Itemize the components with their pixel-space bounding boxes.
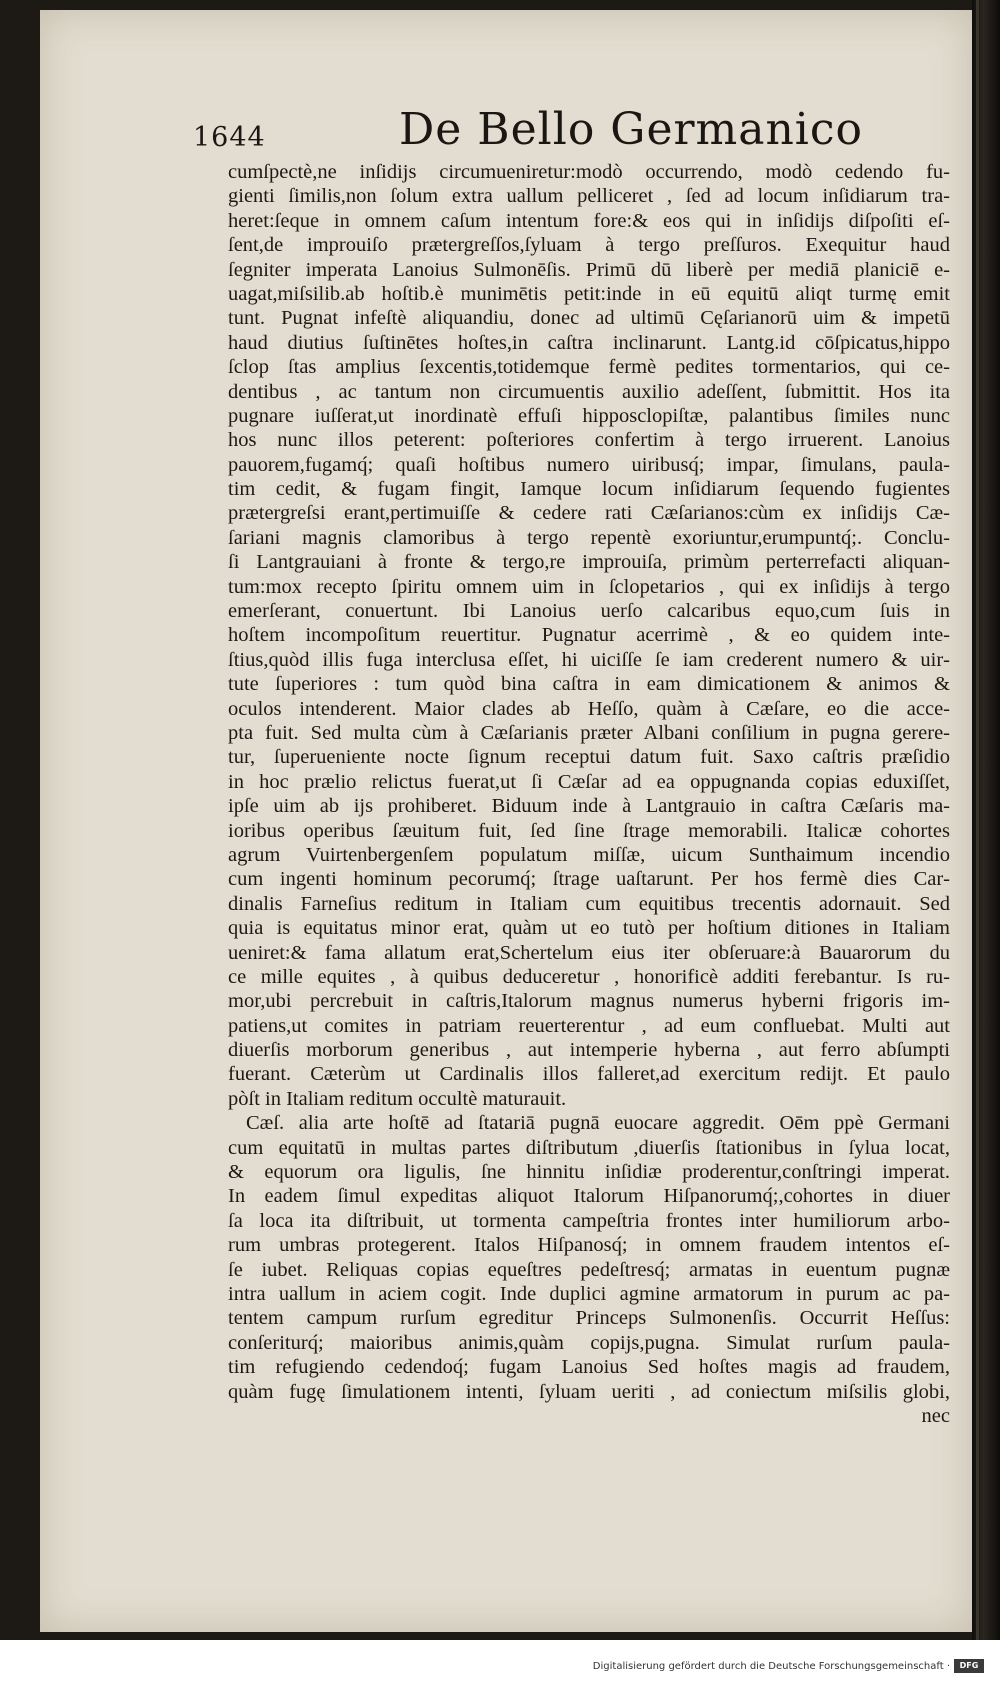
text-line: dinalis Farneſius reditum in Italiam cum equitibus trecentis adornauit. Sed	[228, 892, 950, 915]
catchword: nec	[921, 1404, 950, 1427]
text-line: rum umbras protegerent. Italos Hiſpanosq́; in omnem fraudem intentos eſ‑	[228, 1234, 950, 1257]
text-line: emerſerant, conuertunt. Ibi Lanoius uerſo calcaribus equo,cum ſuis in	[228, 600, 950, 623]
text-line: quia is equitatus minor erat, quàm ut eo tutò per hoſtium ditiones in Italiam	[228, 917, 950, 940]
text-line: ſtius,quòd illis fuga interclusa eſſet, hi uiciſſe ſe iam crederent numero & uir‑	[228, 648, 950, 671]
footer	[0, 1640, 1000, 1683]
running-title: De Bello Germanico	[399, 104, 864, 155]
text-line: ce mille equites , à quibus deduceretur , honorificè additi ferebantur. Is ru‑	[228, 965, 950, 988]
text-line: cum ingenti hominum pecorumq́; ſtrage uaſtarunt. Per hos fermè dies Car‑	[228, 868, 950, 891]
text-line: intra uallum in aciem cogit. Inde duplici agmine armatorum in purum ac pa‑	[228, 1282, 950, 1305]
text-line: fuerant. Cæterùm ut Cardinalis illos falleret,ad exercitum redijt. Et paulo	[228, 1063, 950, 1086]
dfg-logo: DFG	[954, 1659, 984, 1673]
text-line: tim cedit, & fugam fingit, Iamque locum inſidiarum ſequendo fugientes	[228, 478, 950, 501]
text-line: ipſe uim ab ijs prohiberet. Biduum inde à Lantgrauio in caſtra Cæſaris ma‑	[228, 795, 950, 818]
page-number: 1644	[193, 122, 266, 153]
text-line: prætergreſsi erant,pertimuiſſe & cedere rati Cæſarianos:cùm ex inſidijs Cæ‑	[228, 502, 950, 525]
text-line: hos nunc illos peterent: poſteriores confertim à tergo irruerent. Lanoius	[228, 429, 950, 452]
text-line: ſa loca ita diſtribuit, ut tormenta campeſtria frontes inter humiliorum arbo‑	[228, 1209, 950, 1232]
text-line: quàm fugę ſimulationem intenti, ſyluam ueriti , ad coniectum miſsilis globi,	[228, 1380, 950, 1403]
text-line: patiens,ut comites in patriam reuerterentur , ad eum confluebat. Multi aut	[228, 1014, 950, 1037]
text-line: tim refugiendo cedendoq́; fugam Lanoius Sed hoſtes magis ad fraudem,	[228, 1356, 950, 1379]
text-line: haud diutius ſuſtinētes hoſtes,in caſtra inclinarunt. Lantg.id cōſpicatus,hippo	[228, 331, 950, 354]
page-edge-highlight	[976, 0, 979, 1640]
text-line: & equorum ora ligulis, ſne hinnitu inſidiæ proderentur,conſtringi imperat.	[228, 1161, 950, 1184]
text-line: oculos intenderent. Maior clades ab Heſſo, quàm à Cæſare, eo die acce‑	[228, 697, 950, 720]
text-line: mor,ubi percrebuit in caſtris,Italorum magnus numerus hyberni frigoris im‑	[228, 990, 950, 1013]
text-line: heret:ſeque in omnem caſum intentum fore:& eos qui in inſidijs diſpoſiti eſ‑	[228, 209, 950, 232]
text-line: cumſpectè,ne inſidijs circumueniretur:modò occurrendo, modò cedendo fu‑	[228, 161, 950, 183]
text-line: tur, ſuperueniente nocte ſignum receptui datum fuit. Saxo caſtris præſidio	[228, 746, 950, 769]
text-line: ſi Lantgrauiani à fronte & tergo,re improuiſa, primùm perterrefacti aliquan‑	[228, 551, 950, 574]
text-line: tunt. Pugnat infeſtè aliquandiu, donec ad ultimū Cęſarianorū uim & impetū	[228, 307, 950, 330]
text-line: conſeriturq́; maioribus animis,quàm copijs,pugna. Simulat rurſum paula‑	[228, 1331, 950, 1354]
text-line: diuerſis morborum generibus , aut intemperie hyberna , aut ferro abſumpti	[228, 1039, 950, 1062]
text-line: tum:mox recepto ſpiritu omnem uim in ſclopetarios , qui ex inſidijs à tergo	[228, 575, 950, 598]
text-line: agrum Vuirtenbergenſem populatum miſſæ, uicum Sunthaimum incendio	[228, 843, 950, 866]
digitization-credit: Digitalisierung gefördert durch die Deutsche Forschungsgemeinschaft ·	[592, 1661, 950, 1672]
text-line: tentem campum rurſum egreditur Princeps Sulmonenſis. Occurrit Heſſus:	[228, 1307, 950, 1330]
text-line: pòſt in Italiam reditum occultè maturauit.	[228, 1087, 567, 1110]
text-line: ſe iubet. Reliquas copias equeſtres pedeſtresq́; armatas in euentum pugnæ	[228, 1258, 950, 1281]
text-line: pugnare iuſſerat,ut inordinatè effuſi hipposclopiſtæ, palantibus ſimiles nunc	[228, 404, 950, 427]
text-line: Cæſ. alia arte hoſtē ad ſtatariā pugnā euocare aggredit. Oēm ppè Germani	[246, 1112, 950, 1135]
text-line: In eadem ſimul expeditas aliquot Italorum Hiſpanorumq́;,cohortes in diuer	[228, 1185, 950, 1208]
text-line: cum equitatū in multas partes diſtributum ,diuerſis ſtationibus in ſylua locat,	[228, 1136, 950, 1159]
text-line: ſent,de improuiſo prætergreſſos,ſyluam à tergo preſſuros. Exequitur haud	[228, 234, 950, 257]
text-line: hoſtem incompoſitum reuertitur. Pugnatur acerrimè , & eo quidem inte‑	[228, 624, 950, 647]
text-line: ioribus operibus ſæuitum fuit, ſed ſine ſtrage memorabili. Italicæ cohortes	[228, 819, 950, 842]
text-line: pta fuit. Sed multa cùm à Cæſarianis præter Albani conſilium in pugna gerere‑	[228, 721, 950, 744]
text-line: pauorem,fugamq́; quaſi hoſtibus numero uiribusq́; impar, ſimulans, paula‑	[228, 453, 950, 476]
text-line: uagat,miſsilib.ab hoſtib.è munimētis petit:inde in eū equitū aliqt turmę emit	[228, 282, 950, 305]
text-line: ſegniter imperata Lanoius Sulmonēſis. Primū dū liberè per mediā planiciē e‑	[228, 258, 950, 281]
body-text	[228, 160, 950, 1428]
text-line: ſclop ſtas amplius ſexcentis,totidemque fermè pedites tormentarios, qui ce‑	[228, 356, 950, 379]
text-line: in hoc prælio relictus fuerat,ut ſi Cæſar ad ea oppugnanda copias eduxiſſet,	[228, 770, 950, 793]
text-line: ueniret:& fama allatum erat,Schertelum eius iter obſeruare:à Bauarorum du	[228, 941, 950, 964]
text-line: tute ſuperiores : tum quòd bina caſtra in eam dimicationem & animos &	[228, 673, 950, 696]
text-line: dentibus , ac tantum non circumuentis auxilio adeſſent, ſubmittit. Hos ita	[228, 380, 950, 403]
text-line: gienti ſimilis,non ſolum extra uallum pelliceret , ſed ad locum inſidiarum tra‑	[228, 185, 950, 208]
text-line: ſariani magnis clamoribus à tergo repentè exoriuntur,erumpuntq́;. Conclu‑	[228, 526, 950, 549]
page-header	[193, 104, 953, 164]
